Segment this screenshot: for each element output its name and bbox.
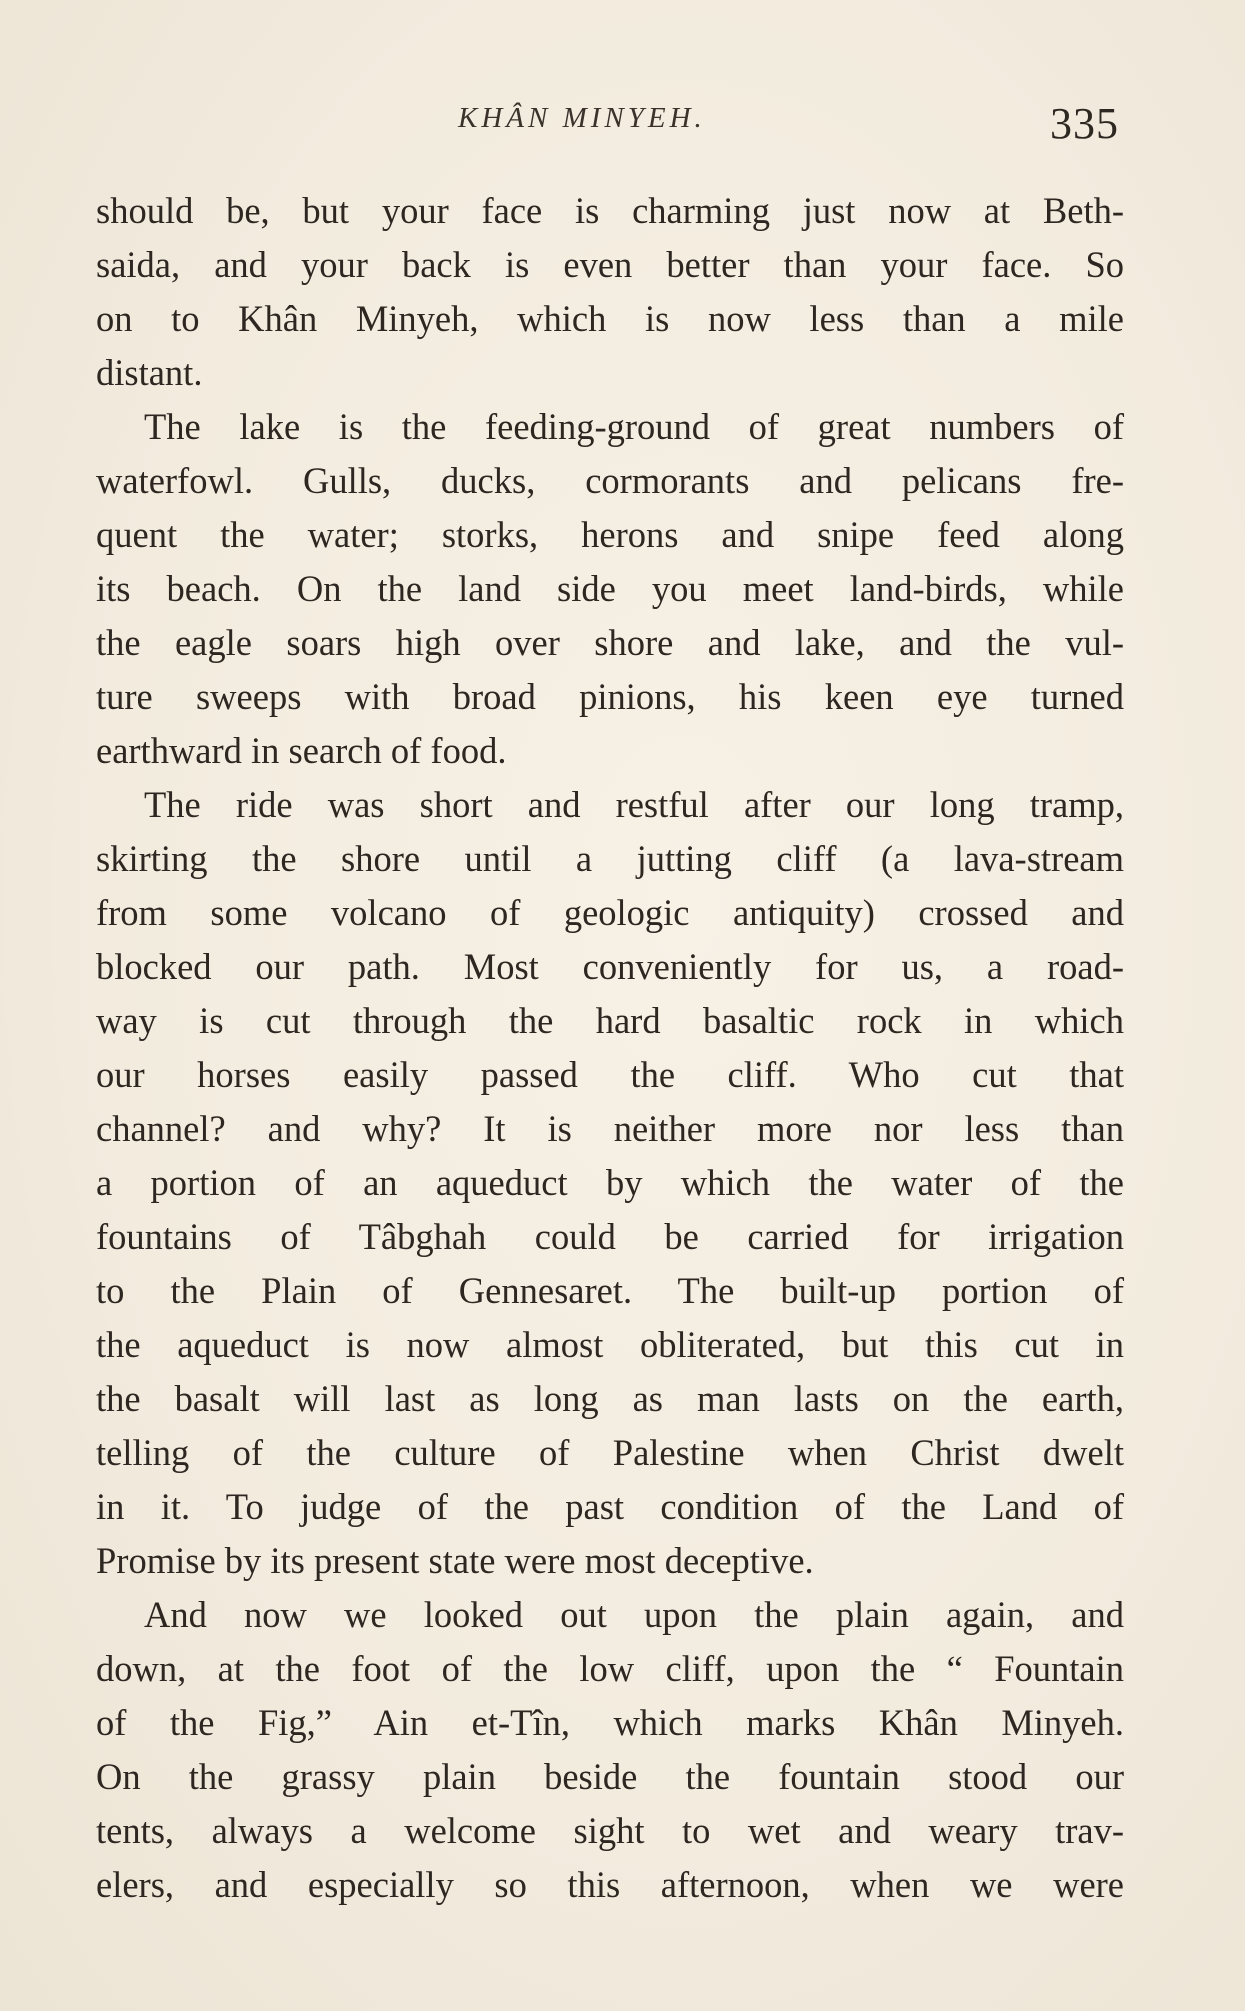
paragraph bbox=[96, 778, 1124, 1588]
text-line: its beach. On the land side you meet land-birds, while bbox=[96, 568, 1124, 609]
text-line: The ride was short and restful after our long tramp, bbox=[144, 784, 1124, 825]
text-line: On the grassy plain beside the fountain stood our bbox=[96, 1756, 1124, 1797]
text-line: telling of the culture of Palestine when Christ dwelt bbox=[96, 1432, 1124, 1473]
text-line: the aqueduct is now almost obliterated, but this cut in bbox=[96, 1324, 1124, 1365]
text-line: skirting the shore until a jutting cliff (a lava-stream bbox=[96, 838, 1124, 879]
page-number: 335 bbox=[1050, 99, 1119, 148]
text-line: And now we looked out upon the plain again, and bbox=[144, 1594, 1124, 1635]
body-text bbox=[96, 184, 1124, 1912]
text-line: tents, always a welcome sight to wet and weary trav- bbox=[96, 1810, 1124, 1851]
text-line: the eagle soars high over shore and lake, and the vul- bbox=[96, 622, 1124, 663]
text-line: from some volcano of geologic antiquity) crossed and bbox=[96, 892, 1124, 933]
paragraph bbox=[96, 400, 1124, 778]
text-line: ture sweeps with broad pinions, his keen eye turned bbox=[96, 676, 1124, 717]
text-line: the basalt will last as long as man lasts on the earth, bbox=[96, 1378, 1124, 1419]
text-line: waterfowl. Gulls, ducks, cormorants and pelicans fre- bbox=[96, 460, 1124, 501]
text-line: in it. To judge of the past condition of the Land of bbox=[96, 1486, 1124, 1527]
text-line: distant. bbox=[96, 352, 203, 393]
paragraph bbox=[96, 184, 1124, 400]
text-line: down, at the foot of the low cliff, upon the “ Fountain bbox=[96, 1648, 1124, 1689]
text-line: to the Plain of Gennesaret. The built-up portion of bbox=[96, 1270, 1124, 1311]
text-line: quent the water; storks, herons and snipe feed along bbox=[96, 514, 1124, 555]
text-line: our horses easily passed the cliff. Who cut that bbox=[96, 1054, 1124, 1095]
text-line: blocked our path. Most conveniently for us, a road- bbox=[96, 946, 1124, 987]
running-head bbox=[0, 99, 1245, 152]
paragraph bbox=[96, 1588, 1124, 1912]
text-line: of the Fig,” Ain et-Tîn, which marks Khân Minyeh. bbox=[96, 1702, 1124, 1743]
text-line: channel? and why? It is neither more nor less than bbox=[96, 1108, 1124, 1149]
text-line: saida, and your back is even better than your face. So bbox=[96, 244, 1124, 285]
text-line: earthward in search of food. bbox=[96, 730, 507, 771]
text-line: should be, but your face is charming just now at Beth- bbox=[96, 190, 1124, 231]
text-line: elers, and especially so this afternoon, when we were bbox=[96, 1864, 1124, 1905]
text-line: The lake is the feeding-ground of great numbers of bbox=[144, 406, 1124, 447]
text-line: Promise by its present state were most deceptive. bbox=[96, 1540, 814, 1581]
text-line: fountains of Tâbghah could be carried for irrigation bbox=[96, 1216, 1124, 1257]
text-line: a portion of an aqueduct by which the water of the bbox=[96, 1162, 1124, 1203]
text-line: way is cut through the hard basaltic rock in which bbox=[96, 1000, 1124, 1041]
text-line: on to Khân Minyeh, which is now less than a mile bbox=[96, 298, 1124, 339]
running-title: KHÂN MINYEH. bbox=[458, 102, 706, 134]
